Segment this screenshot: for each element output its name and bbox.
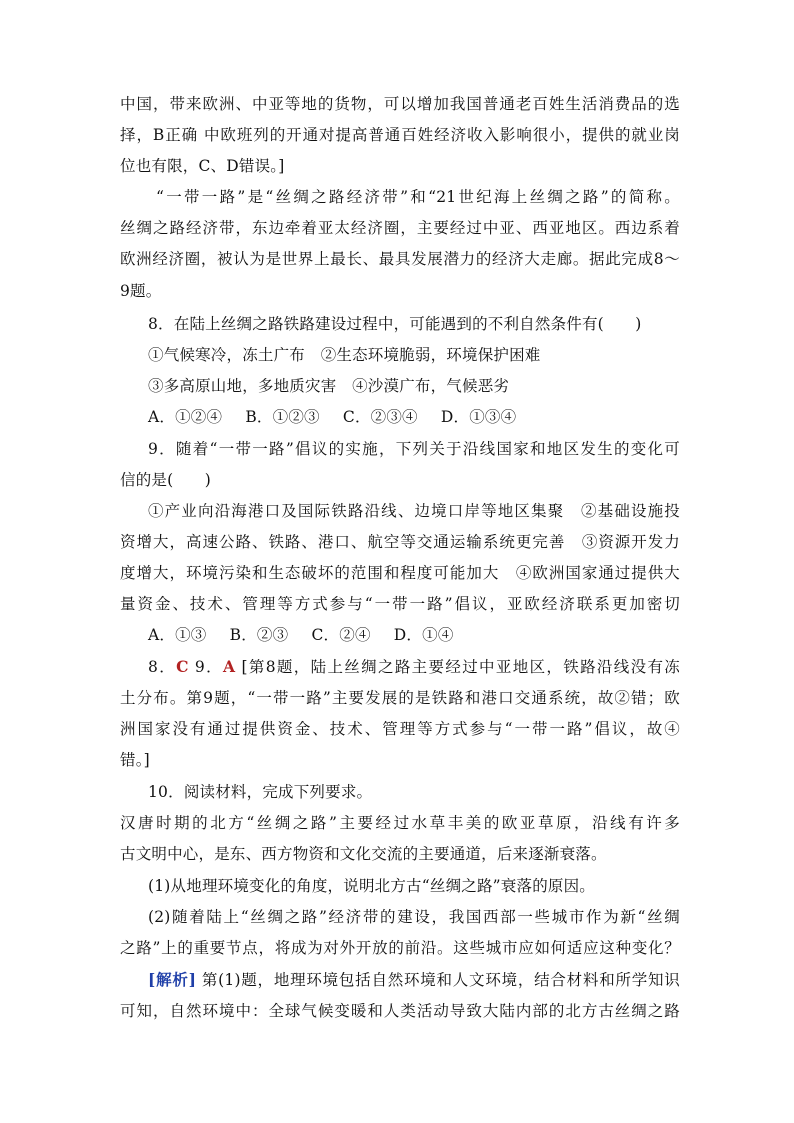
text-line: 丝绸之路经济带，东边牵着亚太经济圈，主要经过中亚、西亚地区。西边系着 xyxy=(120,219,680,237)
text-line: 欧洲经济圈，被认为是世界上最长、最具发展潜力的经济大走廊。据此完成8～ xyxy=(120,250,680,268)
text-line: 土分布。第9题，“一带一路”主要发展的是铁路和港口交通系统，故②错；欧 xyxy=(120,689,680,707)
question-8-statements: ③多高原山地，多地质灾害 ④沙漠广布，气候恶劣 xyxy=(148,377,510,395)
question-8-stem: 8．在陆上丝绸之路铁路建设过程中，可能遇到的不利自然条件有( ) xyxy=(148,315,642,333)
material-text: 古文明中心，是东、西方物资和文化交流的主要通道，后来逐渐衰落。 xyxy=(120,845,607,863)
option-d: D．①④ xyxy=(393,626,454,644)
question-9-statements: 度增大，环境污染和生态破坏的范围和程度可能加大 ④欧洲国家通过提供大 xyxy=(120,564,680,582)
text-line: 位也有限，C、D错误。] xyxy=(120,157,285,175)
question-10-stem: 10．阅读材料，完成下列要求。 xyxy=(148,783,373,801)
answer-explanation: [第8题，陆上丝绸之路主要经过中亚地区，铁路沿线没有冻 xyxy=(241,658,681,676)
passage-intro: “一带一路”是“丝绸之路经济带”和“21世纪海上丝绸之路”的简称。 xyxy=(156,188,680,206)
option-b: B．②③ xyxy=(229,626,289,644)
question-9-stem: 9．随着“一带一路”倡议的实施，下列关于沿线国家和地区发生的变化可 xyxy=(148,440,680,458)
text-line: 中国，带来欧洲、中亚等地的货物，可以增加我国普通老百姓生活消费品的选 xyxy=(120,95,680,113)
question-9-statements: 量资金、技术、管理等方式参与“一带一路”倡议，亚欧经济联系更加密切 xyxy=(120,595,680,613)
analysis-label: [解析] xyxy=(148,970,197,989)
question-9-statements: ①产业向沿海港口及国际铁路沿线、边境口岸等地区集聚 ②基础设施投 xyxy=(148,502,680,520)
question-10-part-1: (1)从地理环境变化的角度，说明北方古“丝绸之路”衰落的原因。 xyxy=(148,877,596,895)
text-line: 错。] xyxy=(120,751,150,769)
question-9-statements: 资增大，高速公路、铁路、港口、航空等交通运输系统更完善 ③资源开发力 xyxy=(120,533,680,551)
text-line: 择，B正确 中欧班列的开通对提高普通百姓经济收入影响很小，提供的就业岗 xyxy=(120,126,680,144)
question-10-part-2: 之路”上的重要节点，将成为对外开放的前沿。这些城市应如何适应这种变化？ xyxy=(120,939,680,957)
option-c: C．②④ xyxy=(311,626,371,644)
question-9-options xyxy=(148,624,680,646)
text-line: 洲国家没有通过提供资金、技术、管理等方式参与“一带一路”倡议，故④ xyxy=(120,720,680,738)
option-b: B．①②③ xyxy=(245,408,320,426)
question-8-statements: ①气候寒冷，冻土广布 ②生态环境脆弱，环境保护困难 xyxy=(148,346,541,364)
text-line: 可知，自然环境中：全球气候变暖和人类活动导致大陆内部的北方古丝绸之路 xyxy=(120,1002,680,1020)
question-8-options xyxy=(148,406,680,428)
answer-9: A xyxy=(222,657,236,676)
material-text: 汉唐时期的北方“丝绸之路”主要经过水草丰美的欧亚草原，沿线有许多 xyxy=(120,814,680,832)
text-line: 9题。 xyxy=(120,282,162,300)
option-a: A．①③ xyxy=(148,626,207,644)
option-a: A．①②④ xyxy=(148,408,223,426)
option-d: D．①③④ xyxy=(440,408,517,426)
text-line: 信的是( ) xyxy=(120,471,211,489)
answer-line: 8．C 9．A [第8题，陆上丝绸之路主要经过中亚地区，铁路沿线没有冻 xyxy=(148,657,681,676)
answer-8: C xyxy=(176,657,189,676)
question-10-part-2: (2)随着陆上“丝绸之路”经济带的建设，我国西部一些城市作为新“丝绸 xyxy=(148,908,680,926)
option-c: C．②③④ xyxy=(342,408,418,426)
analysis-line: [解析] 第(1)题，地理环境包括自然环境和人文环境，结合材料和所学知识 xyxy=(148,970,680,989)
